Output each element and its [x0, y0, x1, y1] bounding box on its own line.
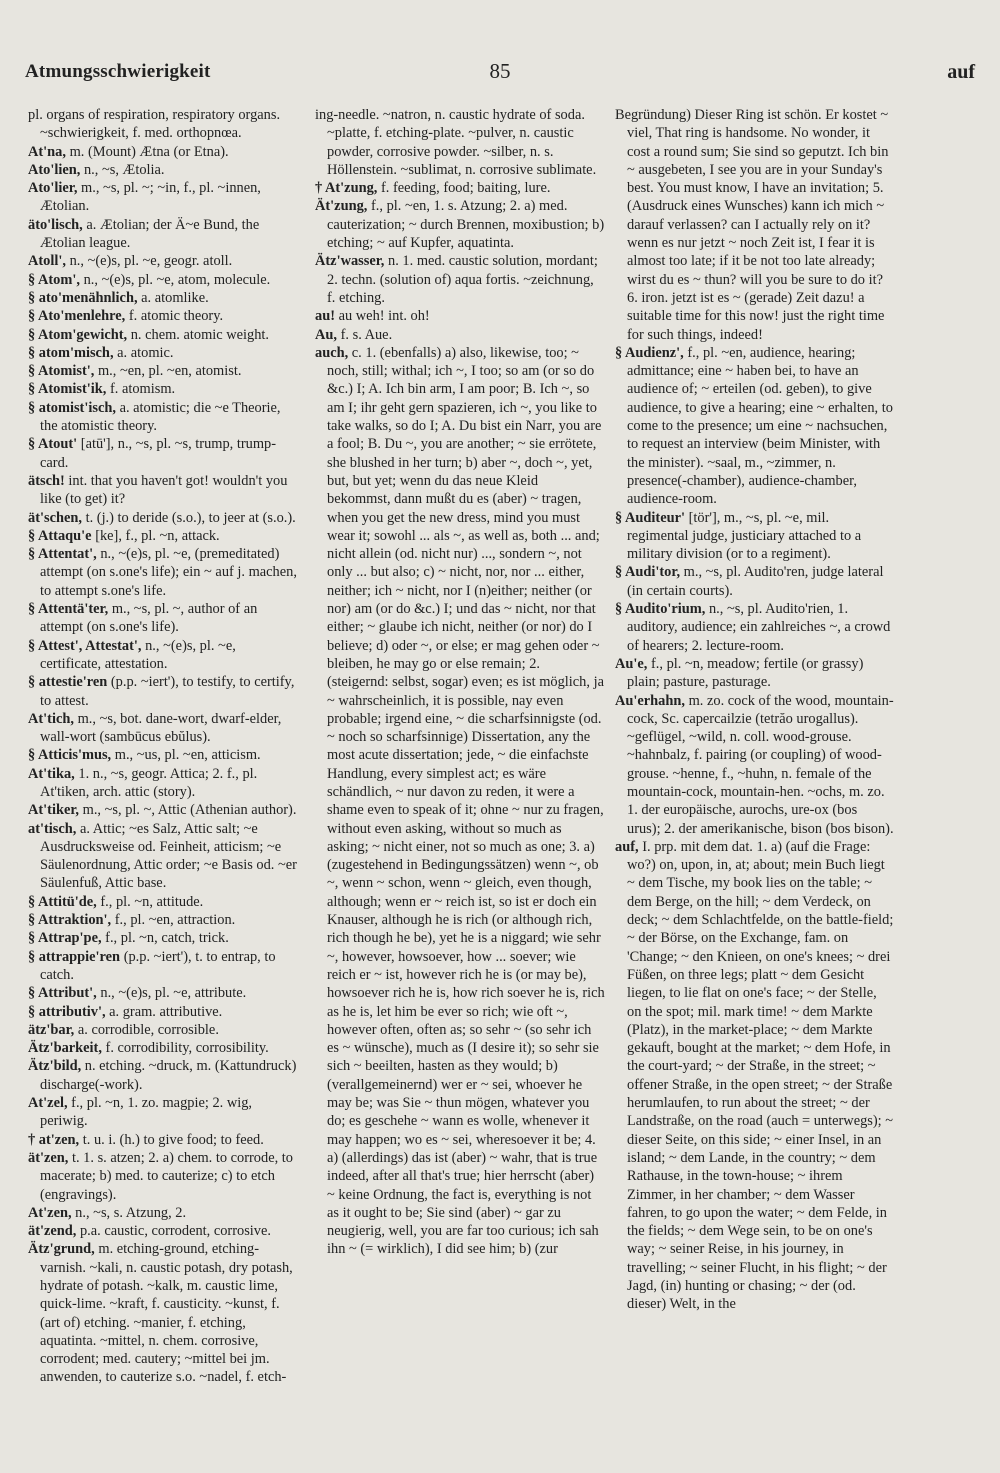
- entry-definition: f., pl. ~n, attitude.: [100, 893, 204, 910]
- entry-headword: au!: [315, 308, 335, 325]
- entry-headword: § Attaqu'e: [28, 527, 92, 544]
- dictionary-entry: [28, 1039, 300, 1057]
- entry-headword: auf,: [615, 838, 639, 855]
- dictionary-entry: [315, 344, 605, 1259]
- entry-headword: § Audi'tor,: [615, 564, 681, 581]
- entry-definition: f. corrodibility, corrosibility.: [105, 1040, 269, 1057]
- entry-headword: § Ato'menlehre,: [28, 308, 126, 325]
- entry-definition: n., ~(e)s, pl. ~e, atom, molecule.: [83, 271, 271, 288]
- dictionary-entry: [28, 1094, 300, 1131]
- dictionary-entry: [28, 710, 300, 747]
- entry-headword: ät'schen,: [28, 509, 82, 526]
- entry-definition: [ke], f., pl. ~n, attack.: [95, 527, 220, 544]
- dictionary-entry: [28, 216, 300, 253]
- dictionary-entry: [615, 344, 894, 509]
- dictionary-entry: [28, 271, 300, 289]
- entry-definition: m., ~s, pl. Audito'ren, judge lateral (in certain courts).: [627, 564, 884, 599]
- dictionary-entry: [28, 509, 300, 527]
- dictionary-entry: [28, 326, 300, 344]
- dictionary-entry: [615, 563, 894, 600]
- running-head-left: Atmungsschwierigkeit: [25, 61, 211, 82]
- entry-definition: m., ~s, bot. dane-wort, dwarf-elder, wall-wort (sambūcus ebŭlus).: [40, 710, 282, 746]
- dictionary-entry: [28, 527, 300, 545]
- entry-headword: § Attraktion',: [28, 912, 112, 929]
- dictionary-entry: [28, 1021, 300, 1039]
- dictionary-entry: [28, 765, 300, 802]
- entry-definition: t. (j.) to deride (s.o.), to jeer at (s.o.).: [85, 509, 296, 526]
- dictionary-entry: [28, 1222, 300, 1240]
- dictionary-entry: [615, 106, 894, 344]
- entry-definition: a. Attic; ~es Salz, Attic salt; ~e Ausdrucksweise od. Feinheit, atticism; ~e Säulenordnung, Attic order; ~e Basis od. ~er Säulenfuß, Attic base.: [40, 820, 297, 892]
- dictionary-entry: [28, 600, 300, 637]
- entry-definition: n., ~s, Ætolia.: [83, 161, 165, 178]
- page-header: [25, 55, 975, 95]
- entry-definition: n. chem. atomic weight.: [130, 326, 270, 343]
- entry-headword: § Atomist',: [28, 363, 95, 380]
- entry-headword: § Attribut',: [28, 985, 97, 1002]
- entry-definition: f. feeding, food; baiting, lure.: [380, 180, 551, 197]
- entry-headword: Ato'lier,: [28, 180, 78, 197]
- entry-definition: pl. organs of respiration, respiratory organs. ~schwierigkeit, f. med. orthopnœa.: [28, 107, 281, 142]
- entry-definition: I. prp. mit dem dat. 1. a) (auf die Frage: wo?) on, upon, in, at; about; mein Buch liegt ~ dem Tische, my book lies on the table; ~ dem Berge, on the hill; ~ dem Verdeck, on deck; ~ dem Schlachtfelde, on the battle-field; ~ der Börse, on the Exchange, fam. on 'Change; ~ den Knieen, on one's knees; ~ drei Füßen, on three legs; platt ~ dem Gesicht liegen, to lie flat on one's face; ~ der Stelle, on the spot; mil. mark time! ~ dem Markte (Platz), in the market-place; ~ dem Markte gekauft, bought at the market; ~ dem Hofe, in the court-yard; ~ der Straße, in the street; ~ offener Straße, in the open street; ~ der Straße herumlaufen, to run about the street; ~ der Landstraße, on the road (auch = unterwegs); ~ dieser Seite, on this side; ~ einer Insel, in an island; ~ dem Lande, in the country; ~ dem Rathause, in the town-house; ~ ihrem Zimmer, in her chamber; ~ dem Wasser fahren, to go upon the water; ~ dem Felde, in the fields; ~ dem Wege sein, to be on one's way; ~ seiner Reise, in his journey, in travelling; ~ seiner Flucht, in his flight; ~ der Jagd, (in) hunting or chasing; ~ der (od. dieser) Welt, in the: [627, 838, 894, 1313]
- column-2: [315, 106, 605, 1455]
- dictionary-entry: [615, 600, 894, 655]
- dictionary-entry: [28, 307, 300, 325]
- entry-headword: § ato'menähnlich,: [28, 289, 138, 306]
- entry-headword: At'zen,: [28, 1204, 72, 1221]
- entry-headword: § Atout': [28, 436, 78, 453]
- dictionary-entry: [615, 692, 894, 838]
- dictionary-entry: [28, 344, 300, 362]
- entry-headword: ät'zend,: [28, 1223, 77, 1240]
- entry-definition: n., ~(e)s, pl. ~e, attribute.: [100, 985, 247, 1002]
- entry-definition: a. atomistic; die ~e Theorie, the atomistic theory.: [40, 399, 281, 435]
- entry-definition: n., ~(e)s, pl. ~e, certificate, attestation.: [40, 637, 236, 672]
- entry-headword: Ätz'barkeit,: [28, 1040, 102, 1057]
- entry-definition: t. 1. s. atzen; 2. a) chem. to corrode, to macerate; b) med. to cauterize; c) to etch (engravings).: [40, 1149, 293, 1203]
- entry-definition: (p.p. ~iert'), t. to entrap, to catch.: [40, 948, 276, 983]
- dictionary-entry: [28, 984, 300, 1002]
- entry-headword: ätz'bar,: [28, 1021, 75, 1038]
- dictionary-entry: [315, 252, 605, 307]
- running-head-right: auf: [947, 61, 975, 83]
- dictionary-entry: [28, 893, 300, 911]
- entry-definition: 1. n., ~s, geogr. Attica; 2. f., pl. At'tiken, arch. attic (story).: [40, 765, 258, 800]
- entry-definition: a. corrodible, corrosible.: [77, 1021, 219, 1038]
- entry-definition: f., pl. ~n, meadow; fertile (or grassy) plain; pasture, pasturage.: [627, 655, 864, 691]
- entry-definition: m., ~s, pl. ~; ~in, f., pl. ~innen, Ætolian.: [40, 180, 261, 215]
- dictionary-entry: [315, 179, 605, 197]
- entry-headword: § Auditeur': [615, 509, 685, 526]
- entry-definition: m., ~s, pl. ~, Attic (Athenian author).: [82, 802, 297, 819]
- entry-headword: § Atom',: [28, 271, 80, 288]
- entry-definition: Begründung) Dieser Ring ist schön. Er kostet ~ viel, That ring is handsome. No wonder, it cost a round sum; Sie sind so geputzt. Ich bin ~ ausgebeten, I see you are in your Sunday's best. You must know, I have an invitation; 5. (Ausdruck eines Wunsches) kann ich mich ~ darauf verlassen? can I actually rely on it? wenn es nur jetzt ~ noch Zeit ist, I fear it is almost too late; if it be not too late already; wirst du es ~ thun? will you be sure to do it? 6. iron. jetzt ist es ~ (gerade) Zeit dazu! a suitable time for this now! just the right time for such things, indeed!: [615, 107, 889, 343]
- entry-headword: § attrappie'ren: [28, 948, 121, 965]
- entry-definition: f., pl. ~n, catch, trick.: [105, 930, 229, 947]
- dictionary-entry: [28, 673, 300, 710]
- entry-headword: Ätz'bild,: [28, 1058, 82, 1075]
- entry-headword: § Audito'rium,: [615, 601, 706, 618]
- dictionary-entry: [28, 435, 300, 472]
- entry-definition: [tör'], m., ~s, pl. ~e, mil. regimental judge, justiciary attached to a military division (or to a regiment).: [627, 509, 862, 563]
- entry-headword: § Atticis'mus,: [28, 747, 112, 764]
- dictionary-entry: [315, 197, 605, 252]
- dictionary-entry: [28, 1003, 300, 1021]
- entry-definition: (p.p. ~iert'), to testify, to certify, to attest.: [40, 674, 295, 709]
- dictionary-entry: [315, 106, 605, 179]
- entry-definition: a. Ætolian; der Ä~e Bund, the Ætolian league.: [40, 216, 260, 252]
- entry-headword: § atom'misch,: [28, 344, 114, 361]
- entry-definition: t. u. i. (h.) to give food; to feed.: [82, 1131, 264, 1148]
- entry-headword: § attributiv',: [28, 1003, 106, 1020]
- dictionary-entry: [28, 545, 300, 600]
- entry-definition: c. 1. (ebenfalls) a) also, likewise, too; ~ noch, still; withal; ich ~, I too; so am (or so do &c.) I; A. Ich bin arm, I am poor; B. Ich ~, so am I; ihr geht gern spazieren, ich ~, you like to take walks, so do I; A. Du bist ein Narr, you are a fool; B. Du ~, you are another; ~ sie errötete, she blushed in her turn; b) aber ~, doch ~, yet, but, but yet; wenn du das neue Kleid bekommst, dann mußt du es (aber) ~ tragen, when you get the new dress, mind you must wear it; sowohl ... als ~, as well as, both ... and; nicht allein (od. nicht nur) ..., sondern ~, not only ... but also; c) ~ nicht, nor, nor ... either, neither; ich ~ nicht, nor I (n)either; neither (or nor) am (or do &c.) I; und das ~ nicht, nor that either; ~ glaube ich nicht, neither (or nor) do I believe; d) oder ~, or else; er mag gehen oder ~ bleiben, he may go or else remain; 2. (steigernd: selbst, sogar) even; es ist möglich, ja ~ wahrscheinlich, it is possible, nay even probable; irgend eine, ~ die scharfsinnigste (od. ~ noch so scharfsinnige) Dissertation, any the most acute dissertation; jede, ~ die einfachste Handlung, every simplest act; es wäre schändlich, ~ nur davon zu reden, it were a shame even to speak of it; ohne ~ nur zu fragen, without even asking, without so much as asking; ~ nicht einer, not so much as one; 3. a) (zugestehend in Bedingungssätzen) wenn ~, ob ~, wenn ~ schon, wenn ~ gleich, even though, although; wenn er ~ reich ist, so ist er doch ein Knauser, although he is rich (or although rich, rich though he be), yet he is a niggard; wie sehr ~, however, howsoever, how ... soever; wie reich er ~ ist, however rich he is (or may be), howsoever rich he is, how rich soever he is, rich as he is, let him be ever so rich; wie oft ~, however often, often as; so sehr ~ (so sehr ich es ~ wünsche), much as (I desire it); so sehr sie sich ~ beeilten, hasten as they would; b) (verallgemeinernd) wer er ~ sei, whoever he may be; was Sie ~ thun mögen, whatever you do; es geschehe ~ wann es wolle, whenever it may happen; wo es ~ sei, wheresoever it be; 4. a) (allerdings) das ist (aber) ~ wahr, that is true indeed, after all that's true; hier herrscht (aber) ~ keine Ordnung, the fact is, everything is not as it ought to be; Sie sind (aber) ~ gar zu neugierig, well, you are far too curious; ich sah ihn ~ (= wirklich), I did see him; b) (zur: [327, 344, 605, 1258]
- dictionary-entry: [28, 801, 300, 819]
- entry-headword: Au,: [315, 326, 337, 343]
- dictionary-entry: [28, 179, 300, 216]
- dictionary-entry: [28, 637, 300, 674]
- entry-definition: m., ~s, pl. ~, author of an attempt (on s.one's life).: [40, 601, 258, 636]
- entry-headword: Ätz'wasser,: [315, 253, 385, 270]
- page-number: 85: [489, 59, 511, 83]
- dictionary-entry: [28, 362, 300, 380]
- entry-definition: f. s. Aue.: [340, 326, 393, 343]
- entry-definition: ing-needle. ~natron, n. caustic hydrate of soda. ~platte, f. etching-plate. ~pulver, n. caustic powder, corrosive powder. ~silber, n. s. Höllenstein. ~sublimat, n. corrosive sublimate.: [315, 107, 597, 178]
- dictionary-entry: [28, 948, 300, 985]
- entry-definition: f., pl. ~en, audience, hearing; admittance; eine ~ haben bei, to have an audience of; ~ erteilen (od. geben), to give audience, to give a hearing; eine ~ erhalten, to come to the presence; um eine ~ nachsuchen, to request an interview (beim Minister, with the minister). ~saal, m., ~zimmer, n. presence(-chamber), audience-chamber, audience-room.: [627, 344, 893, 508]
- dictionary-entry: [315, 307, 605, 325]
- dictionary-entry: [28, 252, 300, 270]
- dictionary-entry: [28, 1131, 300, 1149]
- entry-definition: n., ~(e)s, pl. ~e, (premeditated) attempt (on s.one's life); ein ~ auf j. machen, to attempt s.one's life.: [40, 546, 297, 599]
- entry-headword: Ät'zung,: [315, 198, 368, 215]
- dictionary-entry: [28, 399, 300, 436]
- dictionary-entry: [28, 820, 300, 893]
- entry-headword: At'zel,: [28, 1095, 68, 1112]
- dictionary-entry: [615, 655, 894, 692]
- entry-definition: int. that you haven't got! wouldn't you like (to get) it?: [40, 472, 288, 508]
- dictionary-entry: [28, 746, 300, 764]
- dictionary-entry: [28, 911, 300, 929]
- dictionary-entry: [28, 161, 300, 179]
- entry-headword: § Attrap'pe,: [28, 930, 102, 947]
- entry-definition: f., pl. ~n, 1. zo. magpie; 2. wig, periwig.: [40, 1095, 253, 1130]
- dictionary-entry: [28, 289, 300, 307]
- entry-definition: m., ~us, pl. ~en, atticism.: [114, 747, 261, 764]
- entry-definition: n., ~s, pl. Audito'rien, 1. auditory, audience; ein zahlreiches ~, a crowd of hearers; 2. lecture-room.: [627, 601, 891, 654]
- entry-definition: n. etching. ~druck, m. (Kattundruck) discharge(-work).: [40, 1058, 297, 1093]
- dictionary-entry: [315, 326, 605, 344]
- entry-headword: § Attest', Attestat',: [28, 637, 142, 654]
- entry-definition: m., ~en, pl. ~en, atomist.: [97, 363, 242, 380]
- entry-definition: au weh! int. oh!: [338, 308, 430, 325]
- dictionary-entry: [28, 1240, 300, 1386]
- entry-headword: auch,: [315, 344, 349, 361]
- entry-definition: [atū'], n., ~s, pl. ~s, trump, trump-card.: [40, 436, 277, 471]
- dictionary-entry: [28, 929, 300, 947]
- entry-headword: At'tich,: [28, 710, 74, 727]
- entry-headword: § atomist'isch,: [28, 399, 116, 416]
- dictionary-entry: [28, 1204, 300, 1222]
- entry-definition: a. atomic.: [117, 344, 174, 361]
- entry-definition: m. (Mount) Ætna (or Etna).: [69, 143, 229, 160]
- entry-definition: f., pl. ~en, attraction.: [114, 912, 236, 929]
- entry-definition: n., ~(e)s, pl. ~e, geogr. atoll.: [69, 253, 233, 270]
- dictionary-entry: [28, 106, 300, 143]
- entry-headword: At'tika,: [28, 765, 75, 782]
- dictionary-entry: [28, 472, 300, 509]
- entry-headword: Au'e,: [615, 655, 648, 672]
- entry-definition: a. gram. attributive.: [109, 1003, 223, 1020]
- entry-definition: p.a. caustic, corrodent, corrosive.: [79, 1223, 271, 1240]
- column-1: [28, 106, 300, 1455]
- entry-headword: § Atomist'ik,: [28, 381, 107, 398]
- entry-definition: f., pl. ~en, 1. s. Atzung; 2. a) med. cauterization; ~ durch Brennen, moxibustion; b) etching; ~ auf Kupfer, aquatinta.: [327, 198, 605, 252]
- entry-definition: f. atomic theory.: [128, 308, 224, 325]
- entry-headword: ätsch!: [28, 472, 65, 489]
- entry-headword: § Attentä'ter,: [28, 601, 109, 618]
- column-3: [615, 106, 894, 1455]
- entry-headword: Au'erhahn,: [615, 692, 685, 709]
- entry-headword: Ätz'grund,: [28, 1241, 95, 1258]
- entry-definition: a. atomlike.: [141, 289, 209, 306]
- entry-headword: äto'lisch,: [28, 216, 83, 233]
- entry-headword: § attestie'ren: [28, 674, 108, 691]
- entry-headword: ät'zen,: [28, 1149, 69, 1166]
- entry-definition: m. zo. cock of the wood, mountain-cock, Sc. capercailzie (tetrăo urogallus). ~geflügel, ~wild, n. coll. wood-grouse. ~hahnbalz, f. pairing (or coupling) of wood-grouse. ~henne, f., ~huhn, n. female of the mountain-cock, mountain-hen. ~ochs, m. zo. 1. der europäische, aurochs, ure-ox (bos urus); 2. der amerikanische, bison (bos bison).: [627, 692, 894, 837]
- entry-headword: At'tiker,: [28, 802, 80, 819]
- entry-headword: § Audienz',: [615, 344, 684, 361]
- dictionary-entry: [615, 838, 894, 1314]
- entry-definition: m. etching-ground, etching-varnish. ~kali, n. caustic potash, dry potash, hydrate of potash. ~kalk, m. caustic lime, quick-lime. ~kraft, f. causticity. ~kunst, f. (art of) etching. ~manier, f. etching, aquatinta. ~mittel, n. chem. corrosive, corrodent; med. cautery; ~mittel bei jm. anwenden, to cauterize s.o. ~nadel, f. etch-: [40, 1241, 293, 1386]
- entry-definition: n. 1. med. caustic solution, mordant; 2. techn. (solution of) aqua fortis. ~zeichnung, f. etching.: [327, 253, 598, 306]
- dictionary-entry: [28, 143, 300, 161]
- entry-headword: at'tisch,: [28, 820, 77, 837]
- dictionary-entry: [28, 380, 300, 398]
- entry-headword: § Attitü'de,: [28, 893, 97, 910]
- entry-headword: § Atom'gewicht,: [28, 326, 128, 343]
- entry-definition: f. atomism.: [109, 381, 176, 398]
- entry-headword: § Attentat',: [28, 546, 97, 563]
- entry-headword: † At'zung,: [315, 180, 378, 197]
- dictionary-entry: [28, 1057, 300, 1094]
- entry-headword: † at'zen,: [28, 1131, 80, 1148]
- entry-headword: At'na,: [28, 143, 66, 160]
- entry-headword: Atoll',: [28, 253, 66, 270]
- dictionary-entry: [28, 1149, 300, 1204]
- entry-headword: Ato'lien,: [28, 161, 81, 178]
- entry-definition: n., ~s, s. Atzung, 2.: [75, 1204, 187, 1221]
- dictionary-entry: [615, 509, 894, 564]
